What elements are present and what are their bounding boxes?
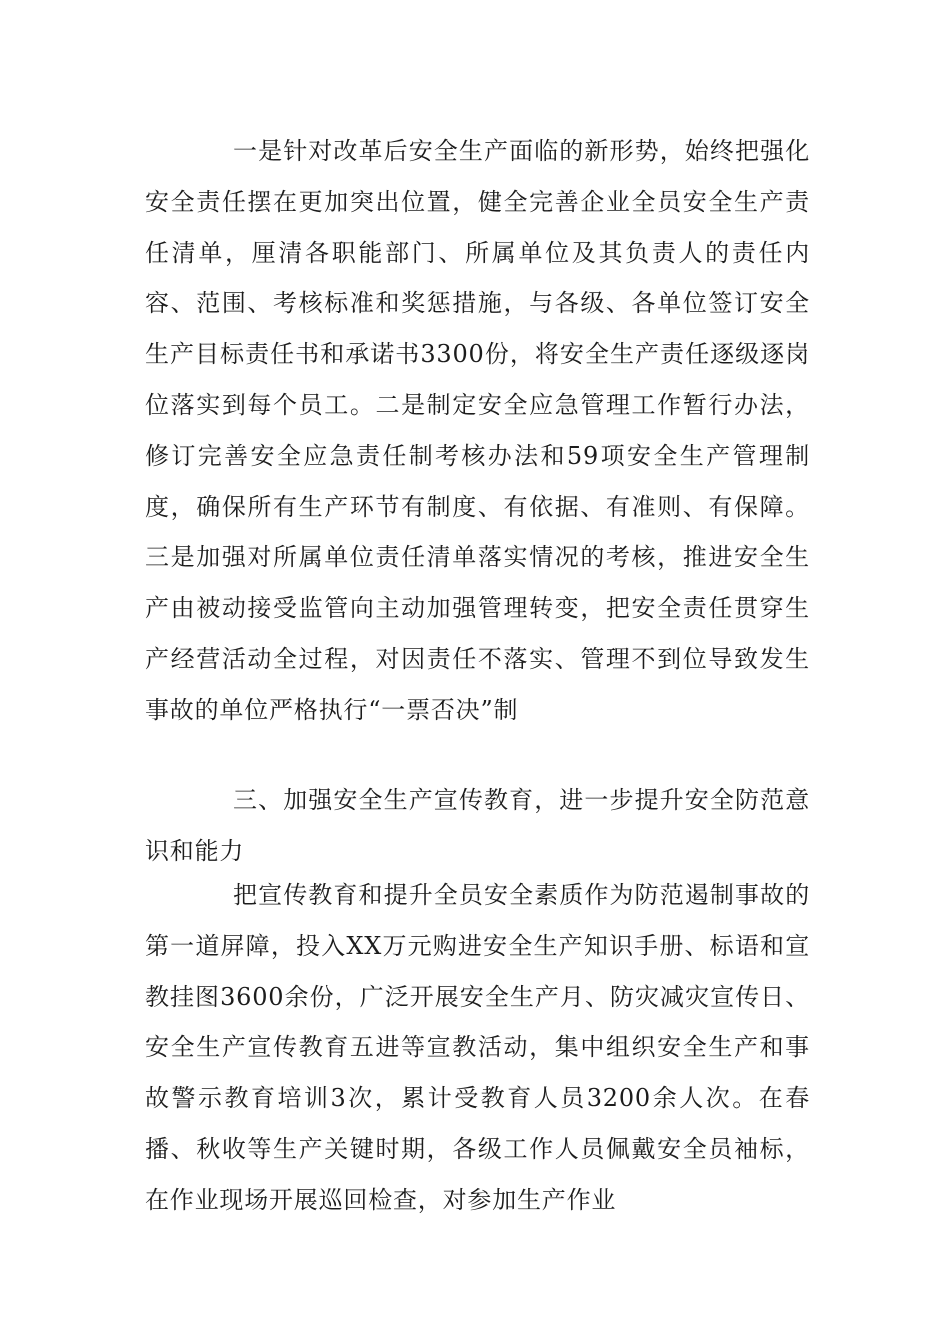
section-heading-3: 三、加强安全生产宣传教育，进一步提升安全防范意识和能力 bbox=[145, 786, 810, 865]
body-paragraph-responsibility: 一是针对改革后安全生产面临的新形势，始终把强化安全责任摆在更加突出位置，健全完善企业全员安全生产责任清单，厘清各职能部门、所属单位及其负责人的责任内容、范围、考核标准和奖惩措施，与各级、各单位签订安全生产目标责任书和承诺书3300份，将安全生产责任逐级逐岗位落实到每个员工。二是制定安全应急管理工作暂行办法，修订完善安全应急责任制考核办法和59项安全生产管理制度，确保所有生产环节有制度、有依据、有准则、有保障。三是加强对所属单位责任清单落实情况的考核，推进安全生产由被动接受监管向主动加强管理转变，把安全责任贯穿生产经营活动全过程，对因责任不落实、管理不到位导致发生事故的单位严格执行“一票否决”制 bbox=[145, 137, 810, 724]
body-paragraph-education: 把宣传教育和提升全员安全素质作为防范遏制事故的第一道屏障，投入XX万元购进安全生产知识手册、标语和宣教挂图3600余份，广泛开展安全生产月、防灾减灾宣传日、安全生产宣传教育五进等宣教活动，集中组织安全生产和事故警示教育培训3次，累计受教育人员3200余人次。在春播、秋收等生产关键时期，各级工作人员佩戴安全员袖标，在作业现场开展巡回检查，对参加生产作业 bbox=[145, 881, 810, 1214]
